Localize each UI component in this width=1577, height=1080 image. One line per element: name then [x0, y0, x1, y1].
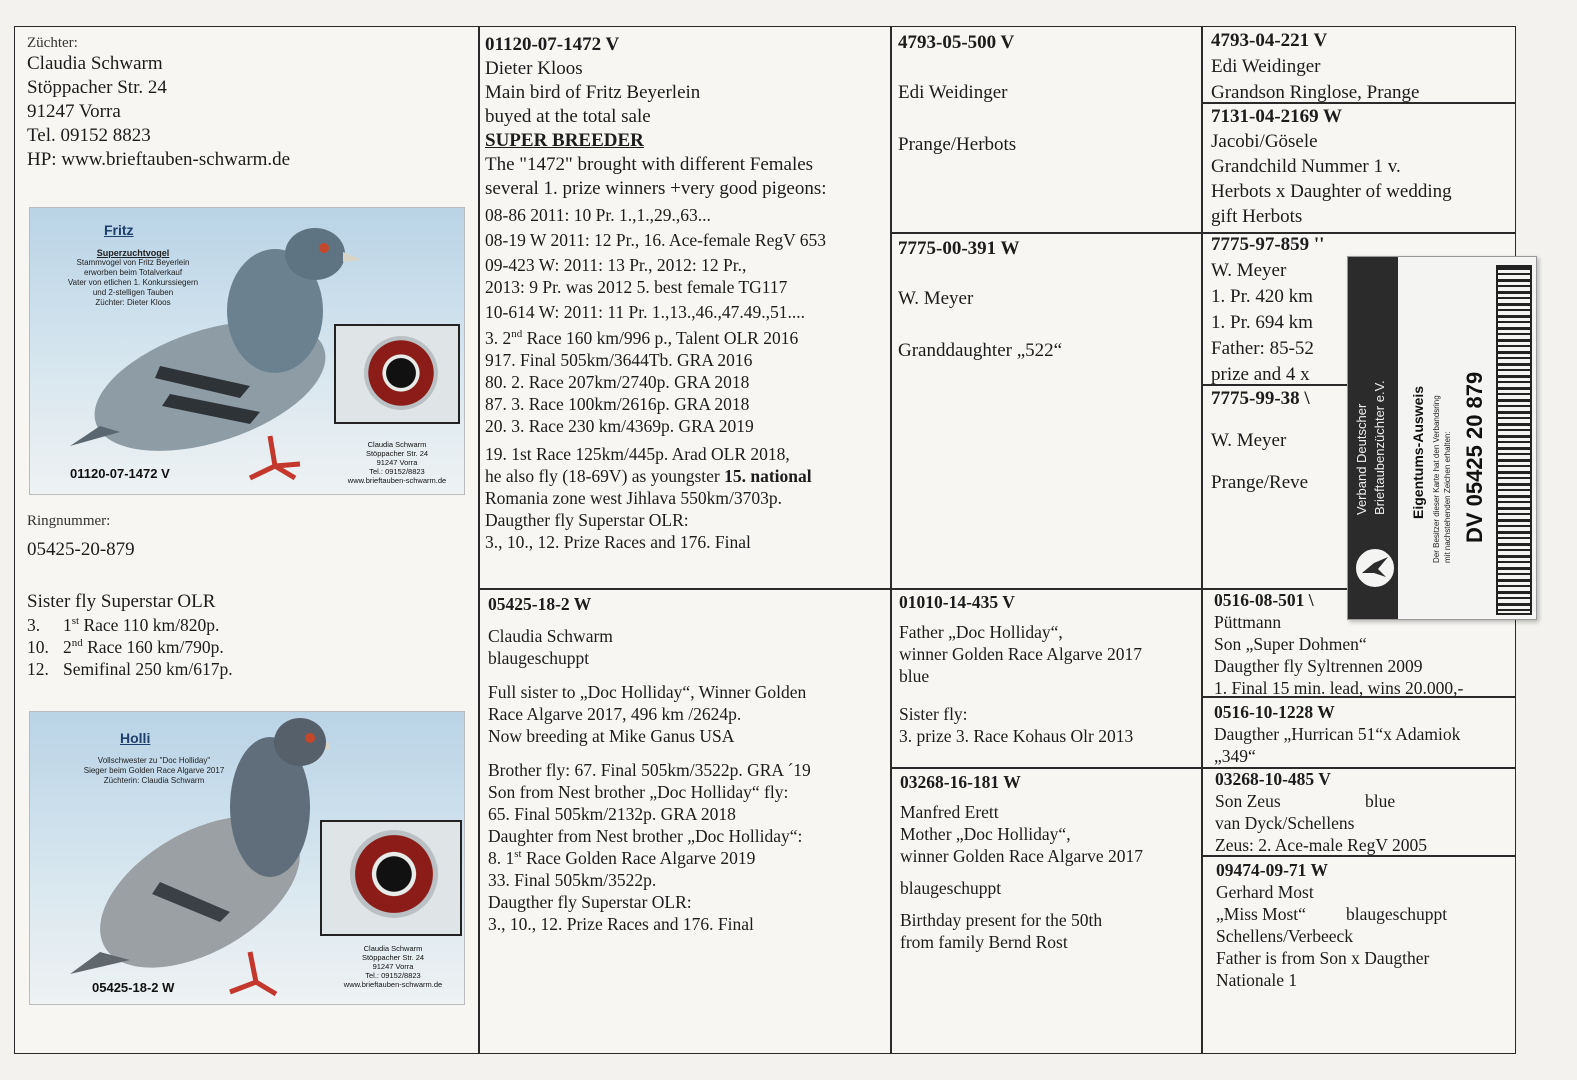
photo-card-holli — [29, 711, 465, 1005]
gp-line: Granddaughter „522“ — [898, 340, 1063, 361]
pigeon-image — [60, 216, 360, 488]
gp-line: blaugeschuppt — [900, 878, 1002, 898]
father-line: 20. 3. Race 230 km/4369p. GRA 2019 — [485, 416, 754, 436]
ggp-line: Herbots x Daughter of wedding — [1211, 181, 1452, 202]
text-part: „Miss Most“ — [1216, 904, 1306, 924]
mother-line — [488, 847, 888, 869]
father-line: 10-614 W: 2011: 11 Pr. 1.,13.,46.,47.49.,51.... — [485, 302, 806, 322]
gp-line: Father „Doc Holliday“, — [899, 622, 1063, 642]
text-bold: 15. national — [724, 466, 812, 486]
father-line: several 1. prize winners +very good pigeons: — [485, 178, 827, 199]
photo-desc-line: erworben beim Totalverkauf — [83, 268, 183, 277]
father-line: The "1472" brought with different Females — [485, 154, 814, 175]
photo-address — [326, 944, 460, 989]
ggp-ring: 03268-10-485 V — [1215, 769, 1331, 789]
father-line: Main bird of Fritz Beyerlein — [485, 82, 701, 103]
ggp-line: Edi Weidinger — [1211, 56, 1321, 77]
address-line: Claudia Schwarm — [367, 440, 427, 449]
photo-desc-line: Sieger beim Golden Race Algarve 2017 — [83, 766, 225, 775]
text-part: Son Zeus — [1215, 791, 1281, 811]
ggp-line: Son „Super Dohmen“ — [1214, 634, 1367, 654]
father-line: 09-423 W: 2011: 13 Pr., 2012: 12 Pr., — [485, 255, 747, 275]
father-line: 08-19 W 2011: 12 Pr., 16. Ace-female RegV 653 — [485, 230, 827, 250]
grandparent-fm — [898, 237, 1198, 363]
gp-line: winner Golden Race Algarve 2017 — [899, 644, 1142, 664]
address-line: Tel.: 09152/8823 — [369, 467, 425, 476]
father-line: 19. 1st Race 125km/445p. Arad OLR 2018, — [485, 444, 790, 464]
father-line — [485, 327, 885, 349]
ggp-line: Father is from Son x Daugther — [1216, 948, 1430, 968]
ggp-line — [1216, 903, 1516, 925]
card-org-line2: Brieftaubenzüchter e.V. — [1372, 380, 1387, 515]
ggp-line: Grandson Ringlose, Prange — [1211, 82, 1420, 103]
text-part: blaugeschuppt — [1346, 904, 1448, 924]
subject-info — [27, 513, 467, 680]
ggp-line: Daugther fly Syltrennen 2009 — [1214, 656, 1423, 676]
father-cell — [485, 33, 885, 553]
address-line: 91247 Vorra — [372, 962, 414, 971]
ggp-line: Father: 85-52 — [1211, 338, 1314, 359]
grandparent-mm — [900, 771, 1200, 953]
gp-line: W. Meyer — [898, 288, 974, 309]
gp-line: Mother „Doc Holliday“, — [900, 824, 1071, 844]
card-title: Eigentums-Ausweis — [1410, 385, 1426, 519]
father-line: 3., 10., 12. Prize Races and 176. Final — [485, 532, 751, 552]
mother-line: Claudia Schwarm — [488, 626, 613, 646]
ggp-line: „349“ — [1214, 746, 1256, 766]
result-ord: 1 — [63, 615, 72, 635]
gp-ring: 4793-05-500 V — [898, 32, 1015, 53]
father-line: Romania zone west Jihlava 550km/3703p. — [485, 488, 782, 508]
ggp-7 — [1215, 768, 1515, 856]
mother-line: 65. Final 505km/2132p. GRA 2018 — [488, 804, 736, 824]
pigeon-image — [60, 712, 330, 1002]
gp-ring: 03268-16-181 W — [900, 772, 1021, 792]
breeder-city: 91247 Vorra — [27, 101, 121, 122]
result-line — [27, 658, 467, 680]
father-line: Dieter Kloos — [485, 58, 583, 79]
result-pos: 12. — [27, 659, 49, 679]
father-line: 80. 2. Race 207km/2740p. GRA 2018 — [485, 372, 750, 392]
photo-name: Holli — [120, 730, 151, 746]
address-line: Tel.: 09152/8823 — [365, 971, 421, 980]
ggp-line — [1215, 790, 1515, 812]
result-ord: 2 — [63, 637, 72, 657]
card-note-line2: mit nachstehenden Zeichen erhalten: — [1443, 431, 1452, 563]
breeder-street: Stöppacher Str. 24 — [27, 77, 167, 98]
text-part: 3. 2 — [485, 328, 512, 348]
breeder-tel: Tel. 09152 8823 — [27, 125, 151, 146]
text-part: blue — [1365, 791, 1396, 811]
gp-ring: 7775-00-391 W — [898, 238, 1020, 259]
result-line — [27, 636, 467, 658]
gp-line: Sister fly: — [899, 704, 968, 724]
mother-line: Full sister to „Doc Holliday“, Winner Golden — [488, 682, 807, 702]
ggp-1 — [1211, 29, 1511, 105]
mother-line: 33. Final 505km/3522p. — [488, 870, 657, 890]
eye-image — [334, 324, 460, 424]
mother-line: Brother fly: 67. Final 505km/3522p. GRA ´19 — [488, 760, 811, 780]
gp-line: blue — [899, 666, 930, 686]
ggp-line: 1. Pr. 420 km — [1211, 286, 1313, 307]
ownership-card — [1347, 256, 1537, 620]
address-line: Stöppacher Str. 24 — [365, 449, 429, 458]
ggp-line: Gerhard Most — [1216, 882, 1314, 902]
ggp-line: 1. Pr. 694 km — [1211, 312, 1313, 333]
mother-line: Race Algarve 2017, 496 km /2624p. — [488, 704, 742, 724]
gp-line: Manfred Erett — [900, 802, 999, 822]
result-pos: 3. — [27, 615, 41, 635]
ggp-line: Zeus: 2. Ace-male RegV 2005 — [1215, 835, 1428, 855]
grandparent-ff — [898, 31, 1198, 157]
mother-line: 3., 10., 12. Prize Races and 176. Final — [488, 914, 754, 934]
ggp-ring: 7131-04-2169 W — [1211, 106, 1343, 127]
father-line: 08-86 2011: 10 Pr. 1.,1.,29.,63... — [485, 205, 711, 225]
father-highlight: SUPER BREEDER — [485, 130, 644, 151]
ggp-ring: 7775-97-859 '' — [1211, 234, 1325, 255]
text-part: he also fly (18-69V) as youngster — [485, 466, 725, 486]
gp-line: Edi Weidinger — [898, 82, 1008, 103]
father-line: 87. 3. Race 100km/2616p. GRA 2018 — [485, 394, 750, 414]
ggp-2 — [1211, 105, 1511, 229]
gp-line: Prange/Herbots — [898, 134, 1017, 155]
ggp-line: 1. Final 15 min. lead, wins 20.000,- — [1214, 678, 1464, 698]
photo-desc-line: und 2-stelligen Tauben — [92, 288, 174, 297]
result-sup: nd — [71, 637, 83, 650]
card-org-line1: Verband Deutscher — [1354, 403, 1369, 515]
eye-image — [320, 820, 462, 936]
photo-desc-line: Züchter: Dieter Kloos — [95, 298, 171, 307]
ggp-ring: 4793-04-221 V — [1211, 30, 1328, 51]
photo-ring: 01120-07-1472 V — [70, 466, 170, 481]
ggp-8 — [1216, 859, 1516, 991]
photo-desc-line: Vollschwester zu "Doc Holliday" — [97, 756, 211, 765]
ggp-line: van Dyck/Schellens — [1215, 813, 1355, 833]
pedigree-sheet — [14, 26, 1516, 1054]
ggp-line: Nationale 1 — [1216, 970, 1298, 990]
photo-name: Fritz — [104, 222, 134, 238]
breeder-name: Claudia Schwarm — [27, 53, 163, 74]
result-text: Race 110 km/820p. — [79, 615, 220, 635]
father-line: 2013: 9 Pr. was 2012 5. best female TG117 — [485, 277, 788, 297]
breeder-info — [27, 35, 467, 172]
address-line: Stöppacher Str. 24 — [361, 953, 425, 962]
ggp-ring: 7775-99-38 \ — [1211, 388, 1310, 409]
mother-line: blaugeschuppt — [488, 648, 590, 668]
ggp-6 — [1214, 701, 1514, 767]
address-line: www.brieftauben-schwarm.de — [343, 980, 443, 989]
divider — [890, 27, 892, 1053]
address-line: Claudia Schwarm — [363, 944, 423, 953]
gp-line: winner Golden Race Algarve 2017 — [900, 846, 1143, 866]
divider — [478, 27, 480, 1053]
father-line: buyed at the total sale — [485, 106, 651, 127]
father-line — [485, 465, 885, 487]
mother-line: Daugther fly Superstar OLR: — [488, 892, 692, 912]
father-line: Daugther fly Superstar OLR: — [485, 510, 689, 530]
gp-line: 3. prize 3. Race Kohaus Olr 2013 — [899, 726, 1134, 746]
result-sup: st — [71, 615, 80, 628]
father-ring: 01120-07-1472 V — [485, 34, 620, 55]
breeder-homepage: HP: www.brieftauben-schwarm.de — [27, 149, 291, 170]
divider — [1201, 27, 1203, 1053]
gp-line: from family Bernd Rost — [900, 932, 1068, 952]
text-part: Race Golden Race Algarve 2019 — [521, 848, 756, 868]
ring-number: 05425-20-879 — [27, 539, 135, 560]
sister-title: Sister fly Superstar OLR — [27, 591, 216, 612]
gp-line: Birthday present for the 50th — [900, 910, 1103, 930]
gp-ring: 01010-14-435 V — [899, 592, 1015, 612]
mother-line: Son from Nest brother „Doc Holliday“ fly: — [488, 782, 789, 802]
result-text: Race 160 km/790p. — [82, 637, 224, 657]
ggp-ring: 09474-09-71 W — [1216, 860, 1328, 880]
mother-line: Now breeding at Mike Ganus USA — [488, 726, 735, 746]
text-sup: st — [514, 848, 522, 861]
ggp-line: Püttmann — [1214, 612, 1282, 632]
ggp-line: gift Herbots — [1211, 206, 1303, 227]
text-part: Race 160 km/996 p., Talent OLR 2016 — [522, 328, 799, 348]
ggp-ring: 0516-08-501 \ — [1214, 590, 1314, 610]
ggp-line: Prange/Reve — [1211, 472, 1309, 493]
result-pos: 10. — [27, 637, 49, 657]
grandparent-mf — [899, 591, 1199, 747]
ggp-line: W. Meyer — [1211, 260, 1287, 281]
photo-desc-line: Vater von etlichen 1. Konkurssiegern — [67, 278, 199, 287]
text-sup: nd — [511, 328, 523, 341]
ggp-line: Grandchild Nummer 1 v. — [1211, 156, 1401, 177]
ggp-line: W. Meyer — [1211, 430, 1287, 451]
text-part: 8. 1 — [488, 848, 515, 868]
bird-logo-icon — [1354, 547, 1396, 589]
photo-card-fritz — [29, 207, 465, 495]
photo-desc-line: Züchterin: Claudia Schwarm — [103, 776, 205, 785]
photo-subtitle: Superzuchtvogel — [96, 248, 170, 258]
ring-label: Ringnummer: — [27, 513, 111, 529]
photo-ring: 05425-18-2 W — [92, 980, 175, 995]
breeder-label: Züchter: — [27, 35, 78, 51]
address-line: 91247 Vorra — [376, 458, 418, 467]
result-text: Semifinal 250 km/617p. — [63, 659, 233, 679]
mother-cell — [488, 593, 888, 935]
photo-desc-line: Stammvogel von Fritz Beyerlein — [76, 258, 190, 267]
ggp-line: Jacobi/Gösele — [1211, 131, 1318, 152]
ggp-line: Schellens/Verbeeck — [1216, 926, 1354, 946]
father-line: 917. Final 505km/3644Tb. GRA 2016 — [485, 350, 753, 370]
result-line — [27, 614, 467, 636]
card-pattern — [1496, 265, 1532, 615]
ggp-ring: 0516-10-1228 W — [1214, 702, 1335, 722]
card-note-line1: Der Besitzer dieser Karte hat den Verbandsring — [1432, 395, 1441, 563]
address-line: www.brieftauben-schwarm.de — [347, 476, 447, 485]
ggp-line: Daugther „Hurrican 51“x Adamiok — [1214, 724, 1461, 744]
mother-ring: 05425-18-2 W — [488, 594, 592, 614]
ggp-line: prize and 4 x — [1211, 364, 1310, 385]
photo-address — [330, 440, 464, 485]
card-ring-number: DV 05425 20 879 — [1462, 371, 1487, 543]
mother-line: Daughter from Nest brother „Doc Holliday“: — [488, 826, 803, 846]
